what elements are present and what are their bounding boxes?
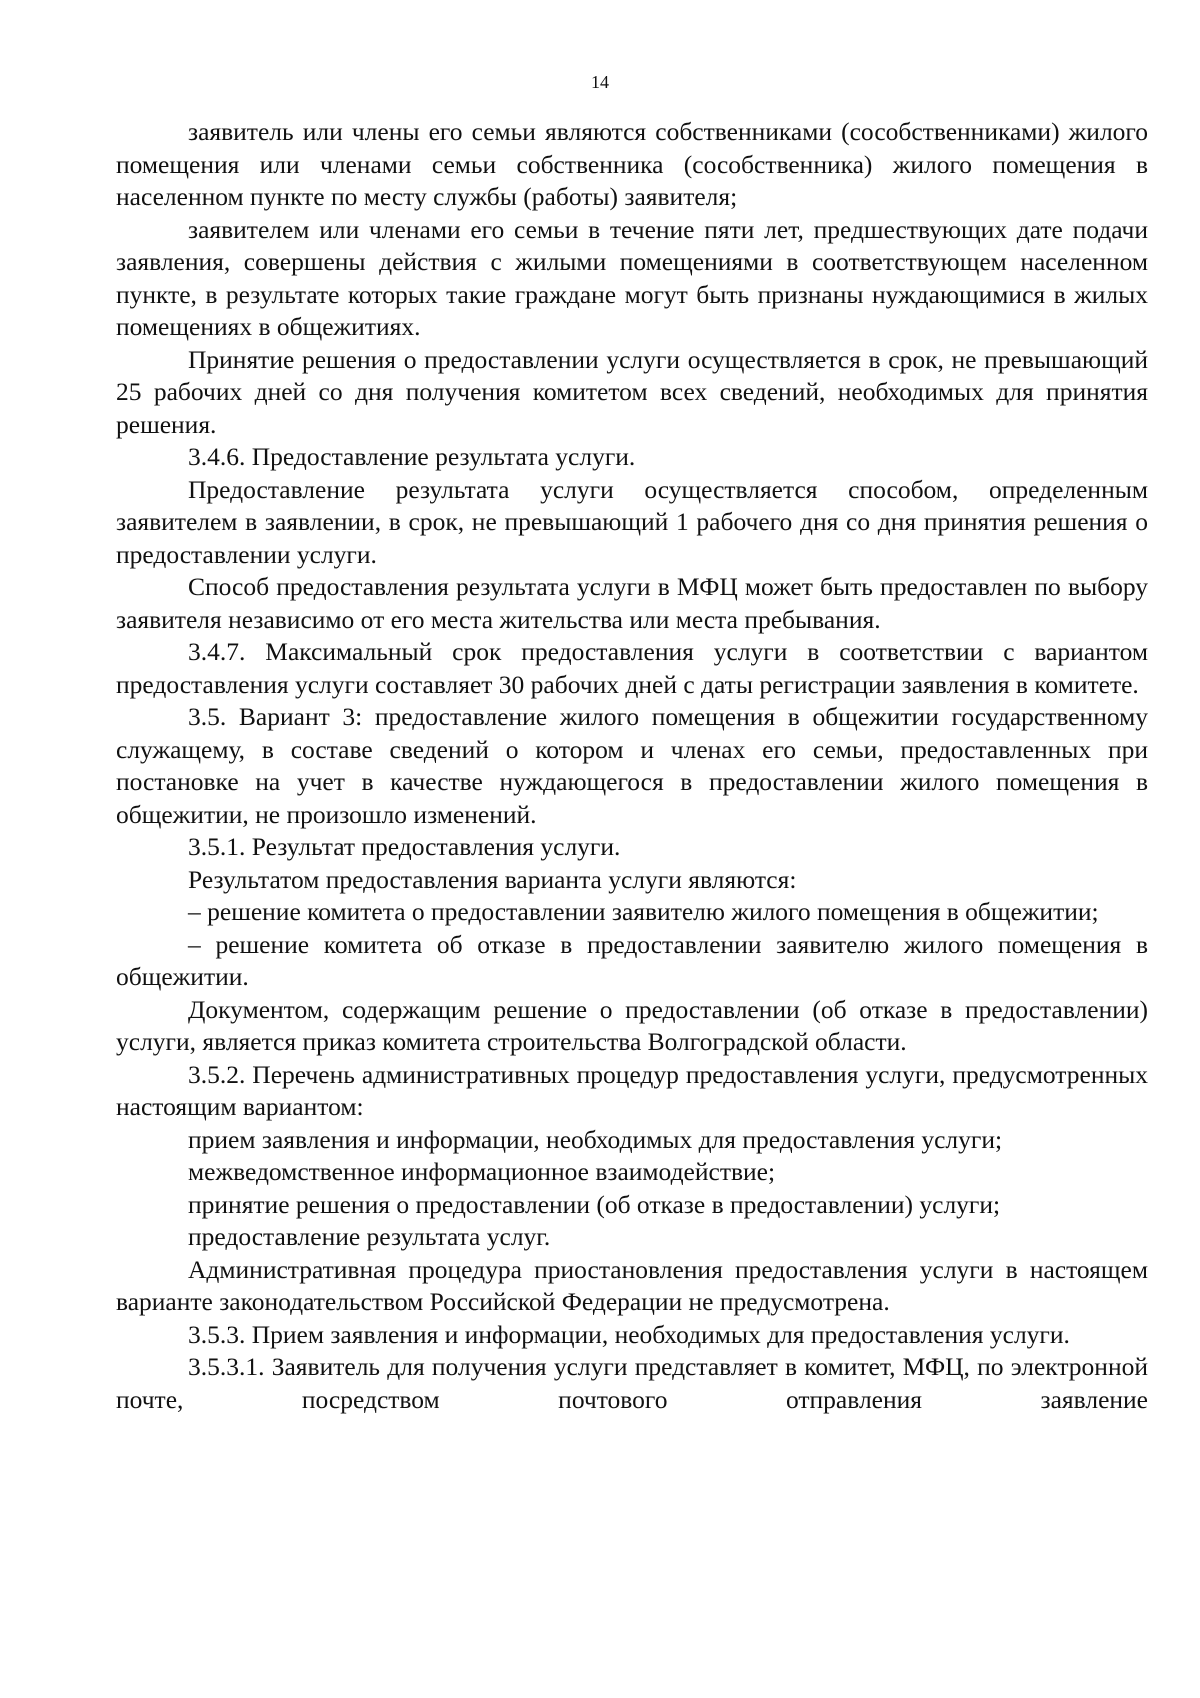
paragraph: заявителем или членами его семьи в течение пяти лет, предшествующих дате подачи заявления, совершены действия с жилыми помещениями в соответствующем населенном пункте, в результате которых такие граждане могут быть признаны нуждающимися в жилых помещениях в общежитиях.: [116, 214, 1148, 341]
section-heading: 3.4.6. Предоставление результата услуги.: [188, 442, 636, 471]
page-number: 14: [591, 72, 609, 92]
paragraph: Предоставление результата услуги осуществляется способом, определенным заявителем в заявлении, в срок, не превышающий 1 рабочего дня со дня принятия решения о предоставлении услуги.: [116, 474, 1148, 569]
paragraph: Принятие решения о предоставлении услуги осуществляется в срок, не превышающий 25 рабочих дней со дня получения комитетом всех сведений, необходимых для принятия решения.: [116, 344, 1148, 439]
paragraph: 3.5.3. Прием заявления и информации, необходимых для предоставления услуги.: [188, 1319, 1070, 1349]
paragraph: заявитель или члены его семьи являются собственниками (сособственниками) жилого помещения или членами семьи собственника (сособственника) жилого помещения в населенном пункте по месту службы (работы) заявителя;: [116, 117, 1148, 211]
paragraph: Результатом предоставления варианта услуги являются:: [188, 864, 797, 894]
list-item: – решение комитета о предоставлении заявителю жилого помещения в общежитии;: [188, 897, 1099, 926]
list-item: – решение комитета об отказе в предоставлении заявителю жилого помещения в общежитии.: [116, 929, 1148, 991]
document-body: [116, 116, 1148, 1416]
paragraph: 3.5.2. Перечень административных процедур предоставления услуги, предусмотренных настоящим вариантом:: [116, 1059, 1148, 1121]
list-item: прием заявления и информации, необходимых для предоставления услуги;: [188, 1124, 1003, 1154]
list-item: принятие решения о предоставлении (об отказе в предоставлении) услуги;: [188, 1189, 1001, 1219]
paragraph: 3.4.7. Максимальный срок предоставления услуги в соответствии с вариантом предоставления услуги составляет 30 рабочих дней с даты регистрации заявления в комитете.: [116, 637, 1148, 699]
paragraph: 3.5. Вариант 3: предоставление жилого помещения в общежитии государственному служащему, в составе сведений о котором и членах его семьи, предоставленных при постановке на учет в качестве нуждающегося в предоставлении жилого помещения в общежитии, не произошло изменений.: [116, 702, 1148, 829]
paragraph: Способ предоставления результата услуги в МФЦ может быть предоставлен по выбору заявителя независимо от его места жительства или места пребывания.: [116, 572, 1148, 634]
paragraph: Документом, содержащим решение о предоставлении (об отказе в предоставлении) услуги, является приказ комитета строительства Волгоградской области.: [116, 994, 1148, 1056]
section-heading: 3.5.1. Результат предоставления услуги.: [188, 832, 621, 861]
list-item: межведомственное информационное взаимодействие;: [188, 1157, 776, 1186]
list-item: предоставление результата услуг.: [188, 1222, 551, 1251]
paragraph: Административная процедура приостановления предоставления услуги в настоящем варианте законодательством Российской Федерации не предусмотрена.: [116, 1254, 1148, 1316]
paragraph: 3.5.3.1. Заявитель для получения услуги представляет в комитет, МФЦ, по электронной почте, посредством почтового отправления заявление: [116, 1352, 1148, 1414]
